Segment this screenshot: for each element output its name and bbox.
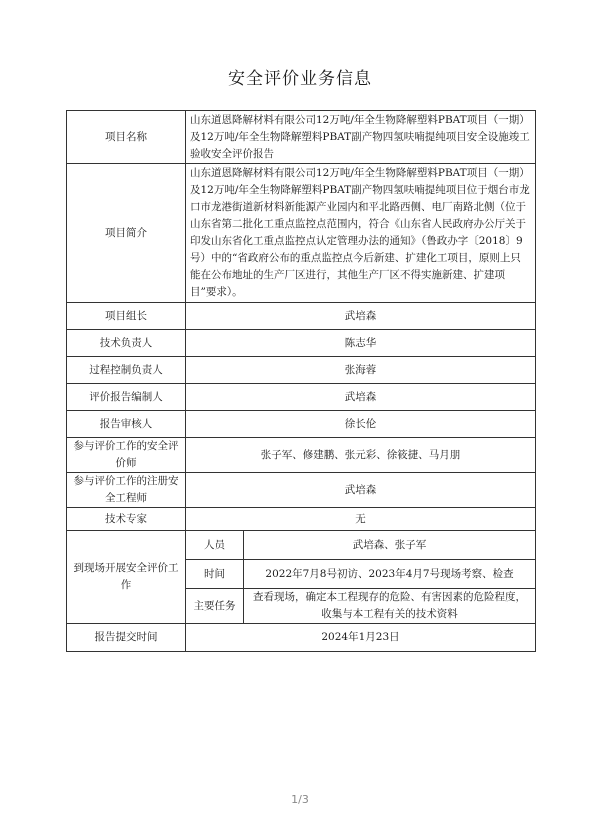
report-reviewer-value: 徐长伦 (186, 411, 536, 438)
row-tech-experts (67, 508, 536, 531)
site-time-label: 时间 (186, 560, 244, 589)
site-work-label: 到现场开展安全评价工作 (67, 531, 186, 624)
project-name-label: 项目名称 (67, 111, 186, 164)
row-safety-evaluators (67, 438, 536, 473)
row-safety-engineers (67, 473, 536, 508)
safety-engineers-value: 武培森 (186, 473, 536, 508)
project-name-value: 山东道恩降解材料有限公司12万吨/年全生物降解塑料PBAT项目（一期）及12万吨/年全生物降解塑料PBAT副产物四氢呋喃提纯项目安全设施竣工验收安全评价报告 (186, 111, 536, 164)
tech-experts-label: 技术专家 (67, 508, 186, 531)
report-writer-label: 评价报告编制人 (67, 384, 186, 411)
row-project-intro (67, 164, 536, 303)
site-tasks-label: 主要任务 (186, 589, 244, 624)
row-site-personnel (67, 531, 536, 560)
page-number: 1/3 (291, 793, 309, 806)
site-time-value: 2022年7月8号初访、2023年4月7号现场考察、检查 (244, 560, 536, 589)
row-project-name (67, 111, 536, 164)
submit-time-label: 报告提交时间 (67, 624, 186, 652)
safety-evaluators-label: 参与评价工作的安全评价师 (67, 438, 186, 473)
project-intro-label: 项目简介 (67, 164, 186, 303)
report-reviewer-label: 报告审核人 (67, 411, 186, 438)
report-writer-value: 武培森 (186, 384, 536, 411)
safety-evaluators-value: 张子军、修建鹏、张元彩、徐筱捷、马月朋 (186, 438, 536, 473)
row-report-writer (67, 384, 536, 411)
row-report-reviewer (67, 411, 536, 438)
safety-engineers-label: 参与评价工作的注册安全工程师 (67, 473, 186, 508)
site-personnel-label: 人员 (186, 531, 244, 560)
tech-lead-value: 陈志华 (186, 330, 536, 357)
site-personnel-value: 武培森、张子军 (244, 531, 536, 560)
page-title: 安全评价业务信息 (228, 69, 372, 89)
row-process-control (67, 357, 536, 384)
tech-experts-value: 无 (186, 508, 536, 531)
info-table (66, 110, 536, 652)
submit-time-value: 2024年1月23日 (186, 624, 536, 652)
project-intro-value: 山东道恩降解材料有限公司12万吨/年全生物降解塑料PBAT项目（一期）及12万吨/年全生物降解塑料PBAT副产物四氢呋喃提纯项目位于烟台市龙口市龙港街道新材料新能源产业园内和平北路西侧、电厂南路北侧（位于山东省第二批化工重点监控点范围内，符合《山东省人民政府办公厅关于印发山东省化工重点监控点认定管理办法的通知》（鲁政办字〔2018〕9号）中的“省政府公布的重点监控点今后新建、扩建化工项目，原则上只能在公布地址的生产厂区进行，其他生产厂区不得实施新建、扩建项目”要求）。 (186, 164, 536, 303)
row-submit-time (67, 624, 536, 652)
row-tech-lead (67, 330, 536, 357)
site-tasks-value: 查看现场，确定本工程现存的危险、有害因素的危险程度，收集与本工程有关的技术资料 (244, 589, 536, 624)
tech-lead-label: 技术负责人 (67, 330, 186, 357)
team-leader-label: 项目组长 (67, 303, 186, 330)
process-control-label: 过程控制负责人 (67, 357, 186, 384)
row-team-leader (67, 303, 536, 330)
process-control-value: 张海蓉 (186, 357, 536, 384)
team-leader-value: 武培森 (186, 303, 536, 330)
